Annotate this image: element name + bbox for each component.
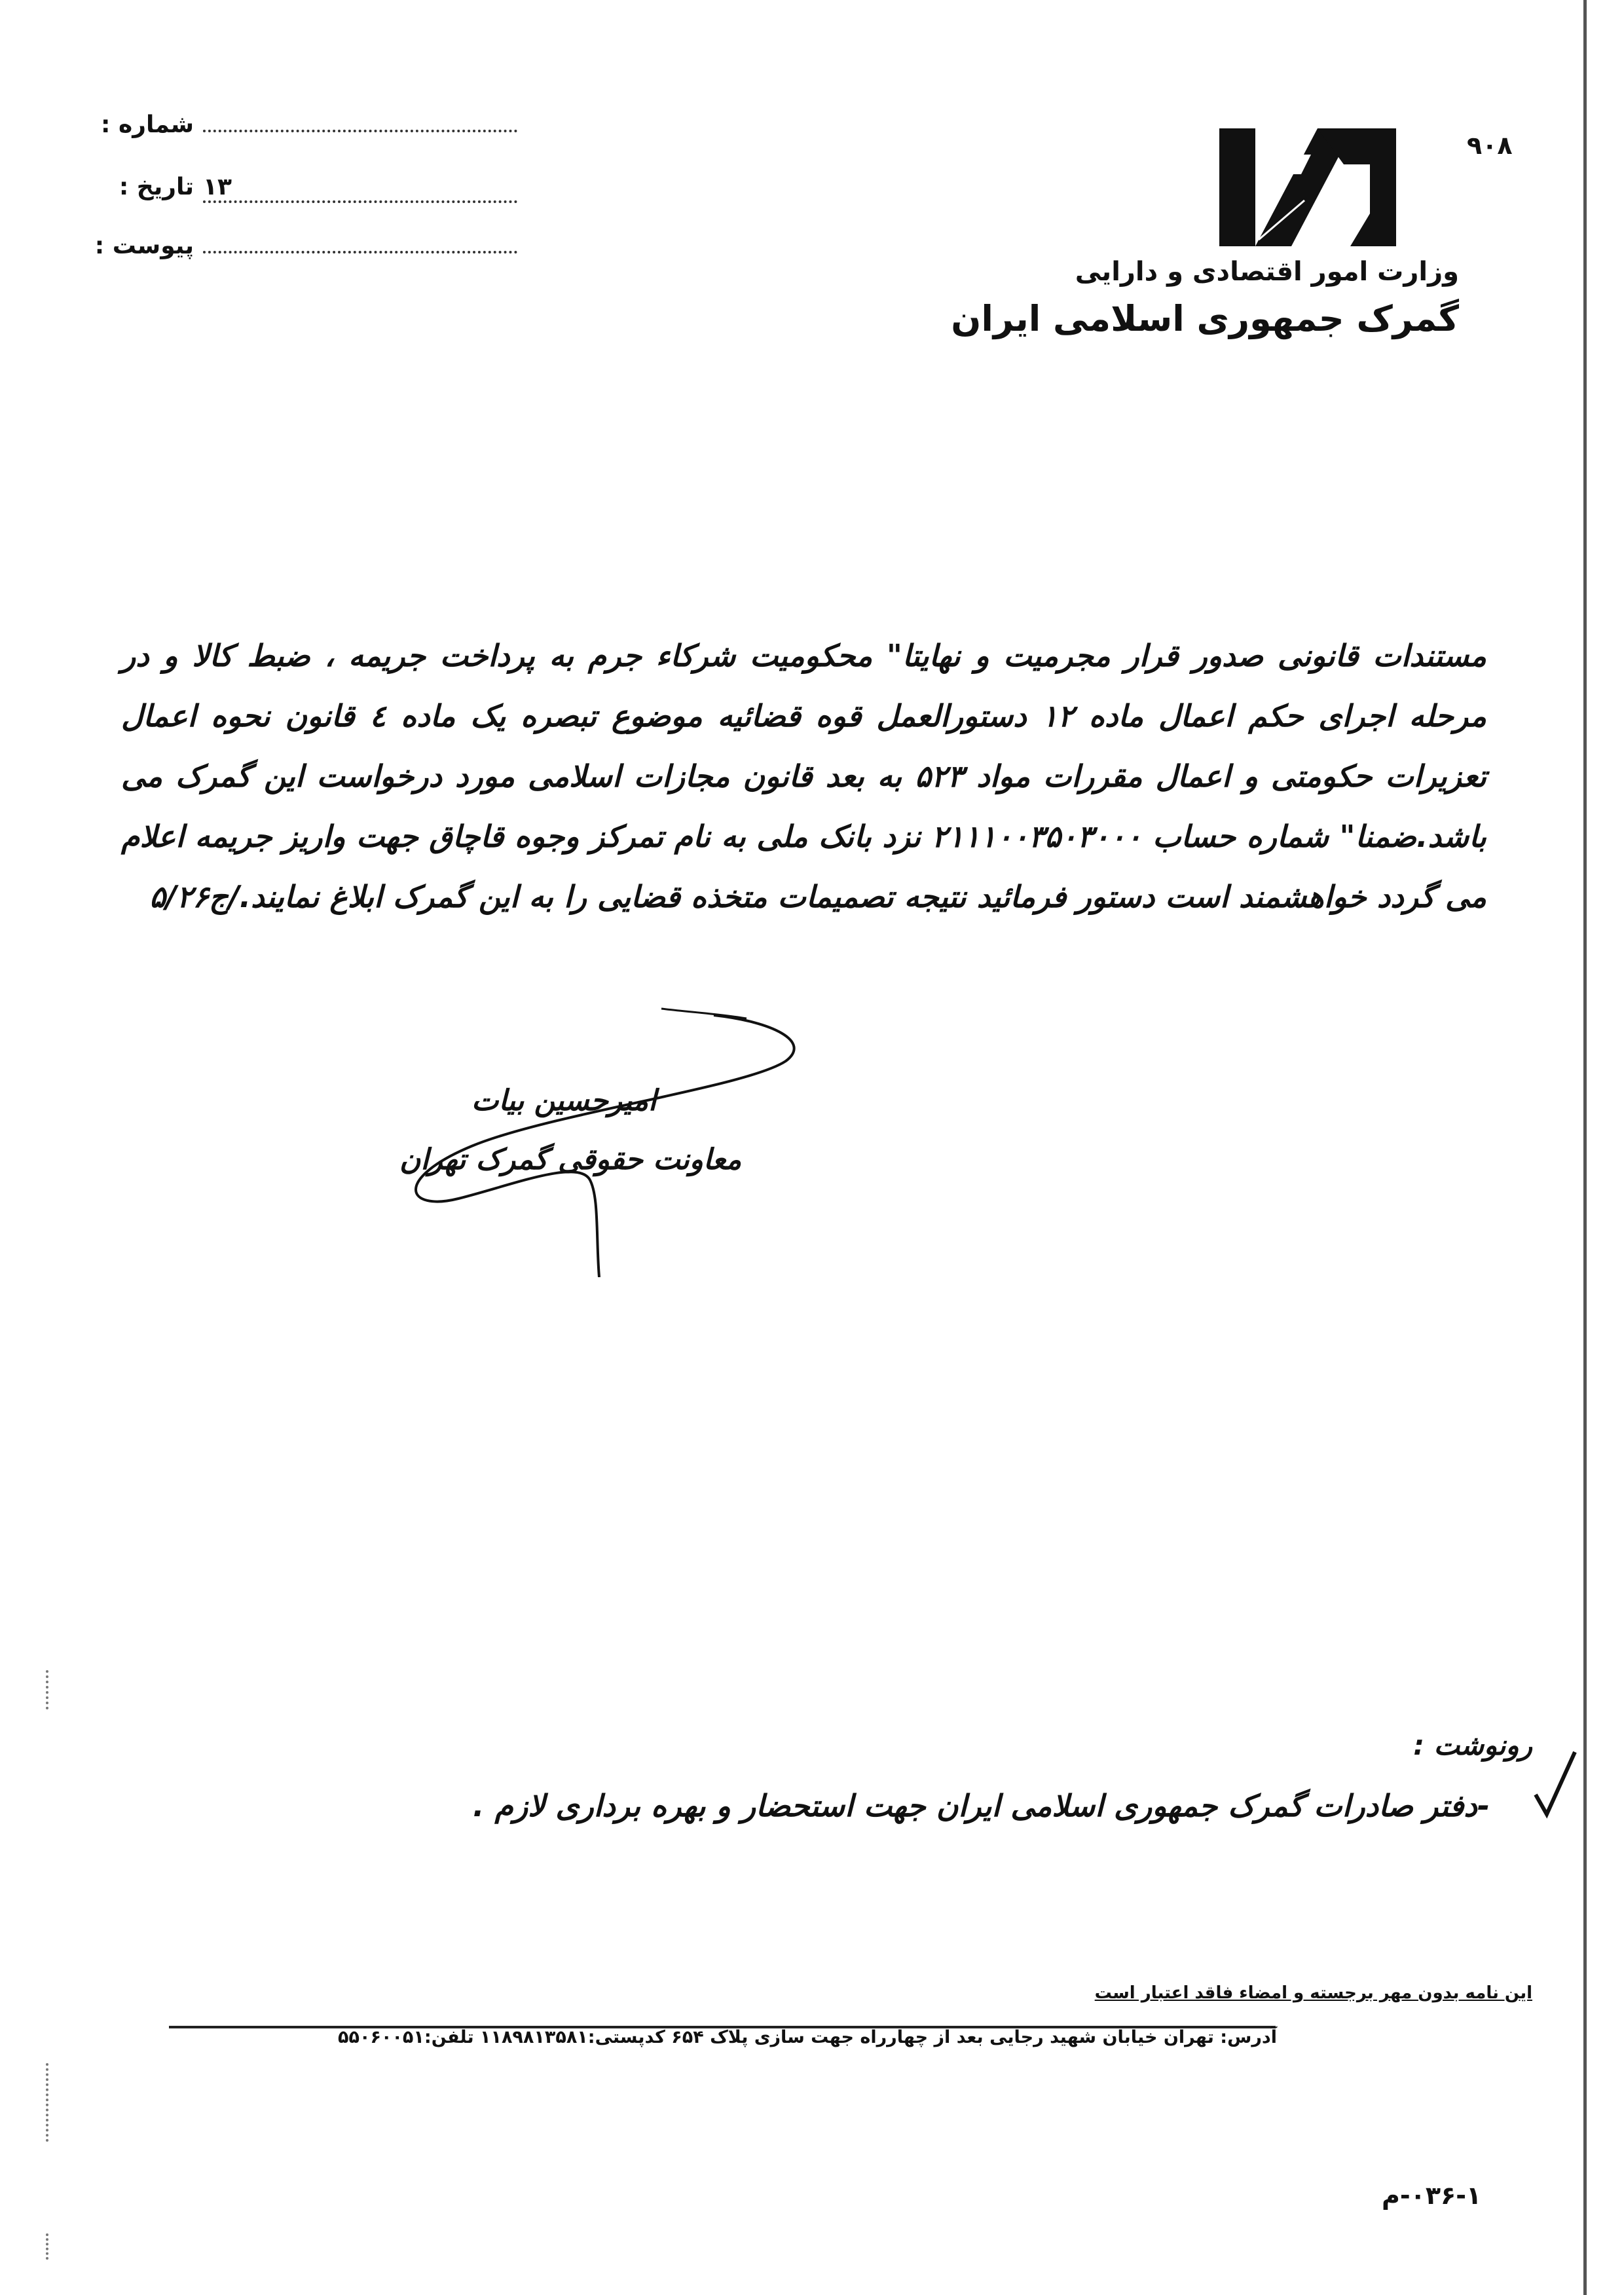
organization-name: گمرک جمهوری اسلامی ایران <box>951 298 1459 339</box>
attachment-field <box>95 233 517 259</box>
copy-label: رونوشت : <box>1413 1729 1532 1761</box>
letter-body: مستندات قانونی صدور قرار مجرمیت و نهایتا" محکومیت شرکاء جرم به پرداخت جریمه ، ضبط کالا و در مرحله اجرای حکم اعمال ماده ۱۲ دستورالعمل قوه قضائیه موضوع تبصره یک ماده ٤ قانون نحوه اعمال تعزیرات حکومتی و اعمال مقررات مواد ۵۲۳ به بعد قانون مجازات اسلامی مورد درخواست این گمرک می باشد.ضمنا" شماره حساب ۲۱۱۱۰۰۳۵۰۳۰۰۰ نزد بانک ملی به نام تمرکز وجوه قاچاق جهت واریز جریمه اعلام می گردد خواهشمند است دستور فرمائید نتیجه تصمیمات متخذه قضایی را به این گمرک ابلاغ نمایند./ج۵/۲۶ <box>121 638 1486 914</box>
checkmark-icon <box>1532 1749 1578 1821</box>
attachment-label: پیوست : <box>94 233 194 259</box>
validity-note: این نامه بدون مهر برجسته و امضاء فاقد اعتبار است <box>1094 1983 1532 2003</box>
date-value: ۱۳ <box>203 174 517 203</box>
copy-recipient: -دفتر صادرات گمرک جمهوری اسلامی ایران جهت استحضار و بهره برداری لازم . <box>473 1788 1490 1823</box>
customs-logo-icon <box>1219 128 1396 246</box>
signatory-name: امیرحسین بیات <box>471 1084 657 1117</box>
attachment-value <box>203 251 517 253</box>
footer-address: آدرس: تهران خیابان شهید رجایی بعد از چهارراه جهت سازی پلاک ۶۵۴ کدپستی:۱۱۸۹۸۱۳۵۸۱ تلفن:۵۵۰۶۰۰۵۱ <box>338 2027 1277 2047</box>
date-field <box>119 174 517 203</box>
date-label: تاریخ : <box>119 174 194 200</box>
scan-edge-line <box>1583 0 1587 2295</box>
scan-dots <box>46 2233 51 2260</box>
form-code: ۰۳۶-۱-م <box>1382 2181 1482 2210</box>
scan-dots <box>46 2063 51 2142</box>
page-number: ۹۰۸ <box>1467 131 1513 160</box>
ministry-name: وزارت امور اقتصادی و دارایی <box>1075 257 1459 287</box>
handwritten-signature-icon <box>380 1002 838 1277</box>
scan-dots <box>46 1670 51 1709</box>
signatory-title: معاونت حقوقی گمرک تهران <box>399 1143 742 1176</box>
number-value <box>203 130 517 132</box>
number-field <box>101 111 517 138</box>
number-label: شماره : <box>101 111 194 138</box>
